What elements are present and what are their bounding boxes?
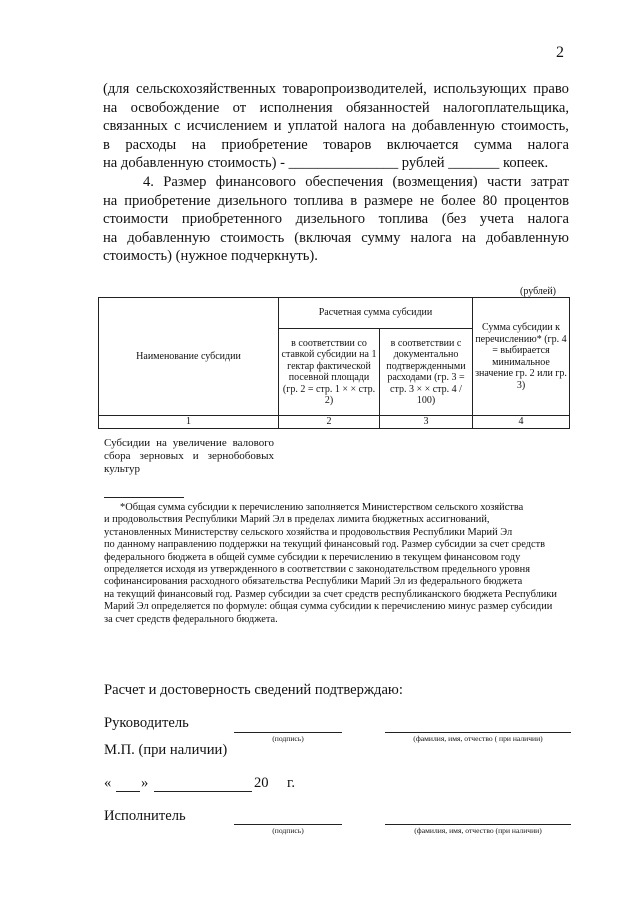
footnote (104, 502, 570, 626)
units-label: (рублей) (520, 286, 557, 297)
footnote-line: *Общая сумма субсидии к перечислению заполняется Министерством сельского хозяйства (120, 502, 524, 513)
paragraph-line: на приобретение дизельного топлива в размере не более 80 процентов (103, 192, 569, 209)
executor-label: Исполнитель (104, 808, 186, 824)
col-number: 3 (380, 416, 473, 429)
date-open-quote: « (104, 775, 112, 791)
date-day-line[interactable] (116, 791, 140, 792)
footnote-line: софинансирования расходного обязательства Республики Марий Эл из федерального бюджета (104, 576, 523, 588)
head-label: Руководитель (104, 715, 189, 731)
stamp-label: М.П. (при наличии) (104, 742, 228, 758)
table-row-label: Субсидии на увеличение валового сбора зерновых и зернобобовых культур (104, 437, 274, 475)
footnote-rule (104, 497, 184, 498)
calc-header: Расчетная сумма субсидии (279, 298, 473, 329)
footnote-line: за счет средств федерального бюджета. (104, 613, 278, 625)
col-number: 1 (99, 416, 279, 429)
paragraph-line: стоимости приобретенного дизельного топлива (без учета налога (103, 211, 569, 228)
paragraph-line: связанных с исчислением и уплатой налога на добавленную стоимость, (103, 118, 569, 135)
paragraph-line: стоимость) (нужное подчеркнуть). (103, 248, 318, 265)
footnote-line: по данному направлению поддержки на текущий финансовый год. Размер субсидии за счет средств (104, 539, 546, 551)
page-number: 2 (556, 44, 564, 61)
col1-header: Наименование субсидии (99, 298, 279, 416)
col3-header: в соответствии с документально подтвержденными расходами (гр. 3 = стр. 3 × × стр. 4 / 100) (380, 329, 473, 416)
paragraph-line: 4. Размер финансового обеспечения (возмещения) части затрат (143, 174, 569, 190)
date-month-line[interactable] (154, 791, 252, 792)
date-close-quote: » (141, 775, 149, 791)
col-number: 4 (473, 416, 570, 429)
col4-header: Сумма субсидии к перечислению* (гр. 4 = выбирается минимальное значение гр. 2 или гр. 3) (473, 298, 570, 416)
head-signature-line[interactable] (234, 732, 342, 733)
footnote-line: Марий Эл определяется по формуле: общая сумма субсидии к перечислению минус размер субсидии (104, 601, 553, 613)
executor-fio-hint: (фамилия, имя, отчество (при наличии) (414, 826, 542, 835)
executor-fio-line[interactable] (385, 824, 571, 825)
paragraph-line: в расходы на приобретение товаров включается сумма налога (103, 136, 569, 153)
subsidy-table (98, 297, 570, 429)
footnote-line: и продовольствия Республики Марий Эл в пределах лимита бюджетных ассигнований, (104, 514, 490, 526)
footnote-line: установленных Министерству сельского хозяйства и продовольствия Республики Марий Эл (104, 526, 513, 538)
footnote-line: определяется исходя из утвержденного в соответствии с законодательством предельного уровня (104, 564, 531, 576)
paragraph-line: на освобождение от исполнения обязанностей налогоплательщика, (103, 99, 569, 116)
head-signature-hint: (подпись) (272, 734, 304, 743)
paragraph-fuel-costs (103, 173, 569, 266)
paragraph-line: (для сельскохозяйственных товаропроизводителей, использующих право (103, 81, 569, 97)
executor-signature-line[interactable] (234, 824, 342, 825)
paragraph-vat-note (103, 80, 569, 173)
confirm-text: Расчет и достоверность сведений подтверждаю: (104, 682, 403, 698)
paragraph-line: на добавленную стоимость) - _______________ рублей _______ копеек. (103, 155, 549, 172)
head-fio-hint: (фамилия, имя, отчество ( при наличии) (413, 734, 543, 743)
executor-signature-hint: (подпись) (272, 826, 304, 835)
col2-header: в соответствии со ставкой субсидии на 1 гектар фактической посевной площади (гр. 2 = стр. 1 × × стр. 2) (279, 329, 380, 416)
paragraph-line: на добавленную стоимость (включая сумму налога на добавленную (103, 229, 569, 246)
col-number: 2 (279, 416, 380, 429)
date-year-prefix: 20 (254, 775, 269, 791)
date-year-suffix: г. (287, 775, 295, 791)
footnote-line: на текущий финансовый год. Размер субсидии за счет средств республиканского бюджета Республики (104, 588, 557, 600)
footnote-line: федерального бюджета в общей сумме субсидии к перечислению в текущем финансовом году (104, 551, 521, 563)
head-fio-line[interactable] (385, 732, 571, 733)
